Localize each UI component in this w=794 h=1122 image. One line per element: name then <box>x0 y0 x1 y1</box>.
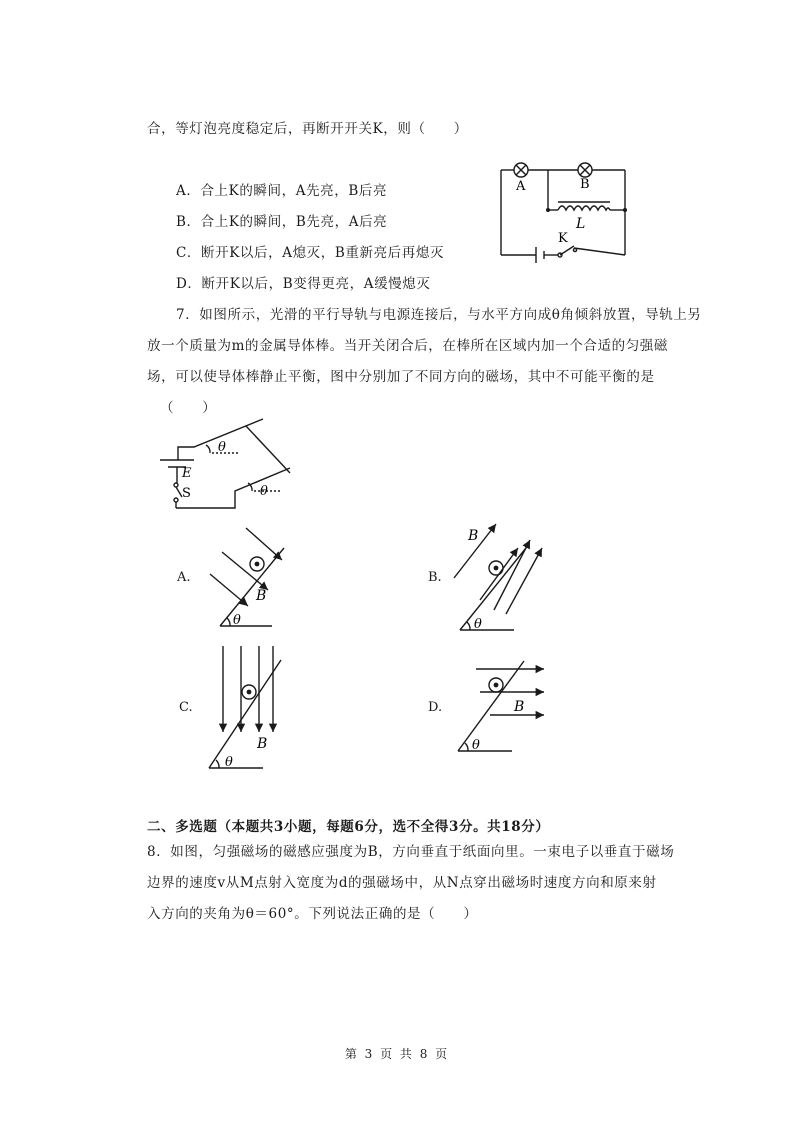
q6-label-inductor: L <box>576 216 586 232</box>
q6-label-switch: K <box>558 231 568 246</box>
section-2-title: 二、多选题（本题共3小题，每题6分，选不全得3分。共18分） <box>147 819 550 835</box>
q7-option-d-angle: θ <box>472 738 480 753</box>
q7-line-1: 7．如图所示，光滑的平行导轨与电源连接后，与水平方向成θ角倾斜放置，导轨上另 <box>176 307 702 323</box>
q7-option-a-label: A. <box>177 570 191 585</box>
q7-main-figure <box>158 415 318 515</box>
q7-option-d-field: B <box>514 699 525 715</box>
q6-circuit-diagram <box>498 158 638 258</box>
q7-option-b-angle: θ <box>474 617 482 632</box>
q7-option-c-angle: θ <box>225 755 233 770</box>
q7-option-a-angle: θ <box>233 613 241 628</box>
q6-option-d: D．断开K以后，B变得更亮，A缓慢熄灭 <box>176 276 431 292</box>
q6-option-a: A．合上K的瞬间，A先亮，B后亮 <box>176 183 388 199</box>
q7-line-2: 放一个质量为m的金属导体棒。当开关闭合后，在棒所在区域内加一个合适的匀强磁 <box>147 338 668 354</box>
q7-main-angle-label: θ <box>218 440 226 455</box>
q8-line-3: 入方向的夹角为θ＝60°。下列说法正确的是（ ） <box>147 906 478 922</box>
page-footer: 第 3 页 共 8 页 <box>344 1047 450 1061</box>
q7-option-a-field: B <box>256 588 267 604</box>
q7-emf-label: E <box>182 466 192 481</box>
q6-label-lamp-a: A <box>516 179 526 194</box>
q7-option-b-figure <box>450 518 560 633</box>
q7-option-c-label: C. <box>179 700 193 715</box>
q6-option-c: C．断开K以后，A熄灭，B重新亮后再熄灭 <box>176 245 445 261</box>
q7-option-d-figure <box>452 655 562 755</box>
q7-main-angle-label-2: θ <box>260 484 268 499</box>
q7-option-b-label: B. <box>428 570 442 585</box>
q8-line-2: 边界的速度v从M点射入宽度为d的强磁场中，从N点穿出磁场时速度方向和原来射 <box>147 875 657 891</box>
q7-switch-label: S <box>182 486 191 501</box>
q6-label-lamp-b: B <box>580 177 590 192</box>
q7-option-d-label: D. <box>428 700 443 715</box>
q7-option-c-figure <box>205 642 295 772</box>
q7-line-3: 场，可以使导体棒静止平衡，图中分别加了不同方向的磁场，其中不可能平衡的是 <box>147 369 655 385</box>
q6-option-b: B．合上K的瞬间，B先亮，A后亮 <box>176 214 388 230</box>
q8-line-1: 8．如图，匀强磁场的磁感应强度为B，方向垂直于纸面向里。一束电子以垂直于磁场 <box>147 844 675 860</box>
q7-option-a-figure <box>200 522 310 632</box>
q6-stem: 合，等灯泡亮度稳定后，再断开开关K，则（ ） <box>147 121 468 137</box>
q7-option-b-field: B <box>468 528 479 544</box>
q7-option-c-field: B <box>257 736 268 752</box>
q7-line-4: （ ） <box>160 400 217 416</box>
